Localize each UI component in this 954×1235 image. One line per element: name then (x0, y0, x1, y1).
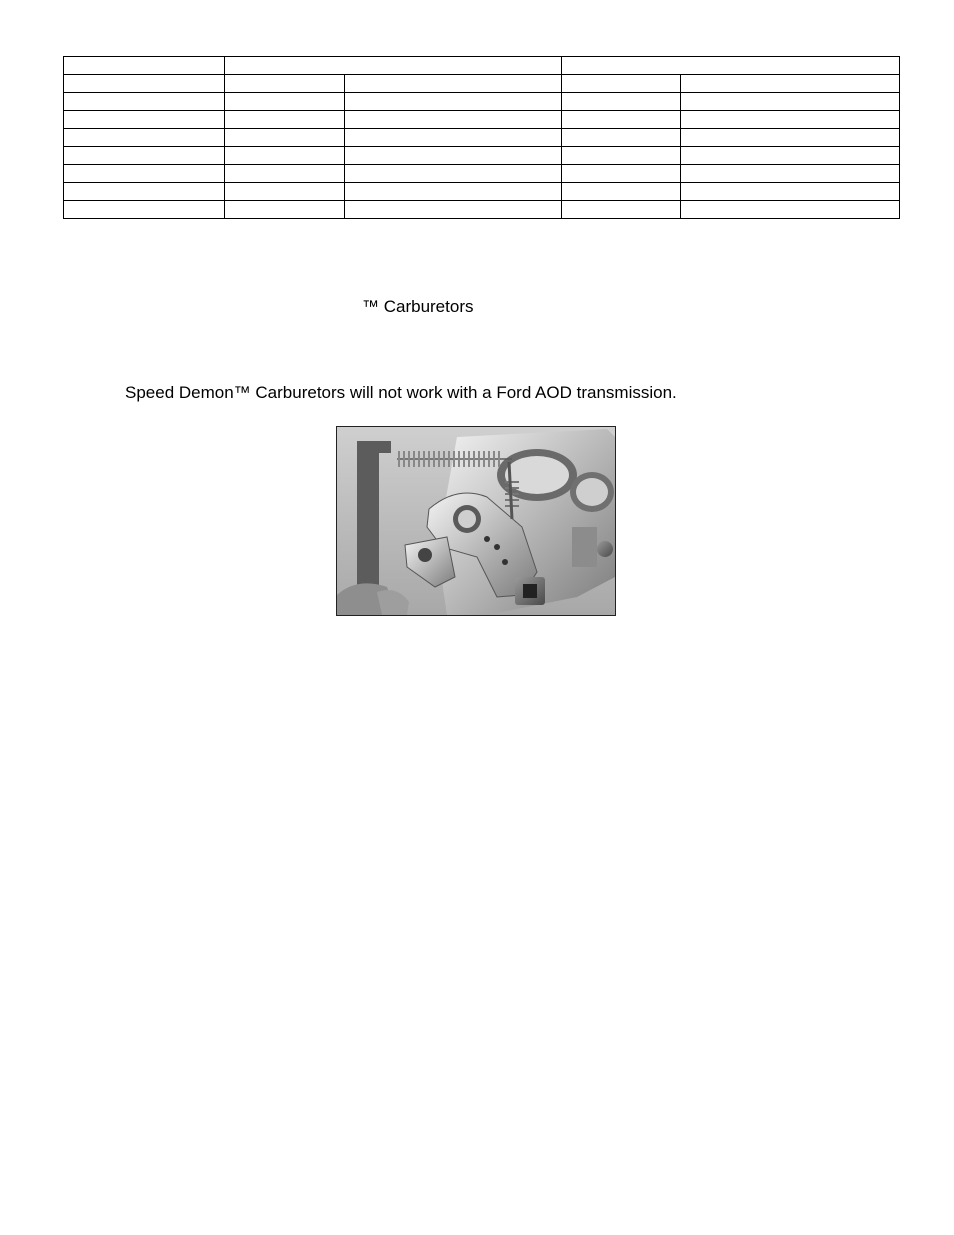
table-cell (64, 129, 225, 147)
table-cell (562, 57, 900, 75)
table-cell (64, 57, 225, 75)
table-cell (562, 93, 681, 111)
table-row (64, 75, 900, 93)
table-cell (345, 111, 562, 129)
table-cell (681, 111, 900, 129)
carburetor-linkage-photo (336, 426, 616, 616)
table-cell (64, 93, 225, 111)
table-cell (562, 147, 681, 165)
section-heading: ™ Carburetors (362, 297, 474, 316)
table-cell (225, 165, 345, 183)
table-cell (345, 93, 562, 111)
table-cell (64, 201, 225, 219)
table-cell (562, 129, 681, 147)
table-row (64, 147, 900, 165)
table-cell (225, 75, 345, 93)
table-row (64, 111, 900, 129)
table-cell (681, 129, 900, 147)
table-cell (562, 201, 681, 219)
table-cell (225, 147, 345, 165)
compatibility-note: Speed Demon™ Carburetors will not work with a Ford AOD transmission. (125, 383, 677, 402)
table-cell (64, 183, 225, 201)
table-cell (225, 183, 345, 201)
table-cell (562, 75, 681, 93)
table-cell (225, 129, 345, 147)
table-row (64, 183, 900, 201)
table-row (64, 129, 900, 147)
table-cell (64, 75, 225, 93)
table-cell (681, 147, 900, 165)
table-cell (345, 129, 562, 147)
table-cell (345, 147, 562, 165)
table-cell (225, 57, 562, 75)
table-cell (225, 111, 345, 129)
table-cell (562, 165, 681, 183)
table-cell (681, 75, 900, 93)
spec-table (63, 56, 900, 219)
table-cell (225, 93, 345, 111)
table-cell (64, 147, 225, 165)
table-cell (681, 183, 900, 201)
table-cell (345, 201, 562, 219)
table-row (64, 165, 900, 183)
table-row (64, 201, 900, 219)
table-cell (345, 165, 562, 183)
table-cell (562, 183, 681, 201)
table-cell (345, 183, 562, 201)
table-row (64, 93, 900, 111)
table-row (64, 57, 900, 75)
table-cell (562, 111, 681, 129)
table-cell (64, 165, 225, 183)
table-cell (681, 165, 900, 183)
table-cell (64, 111, 225, 129)
table-cell (225, 201, 345, 219)
table-cell (345, 75, 562, 93)
table-cell (681, 93, 900, 111)
table-cell (681, 201, 900, 219)
